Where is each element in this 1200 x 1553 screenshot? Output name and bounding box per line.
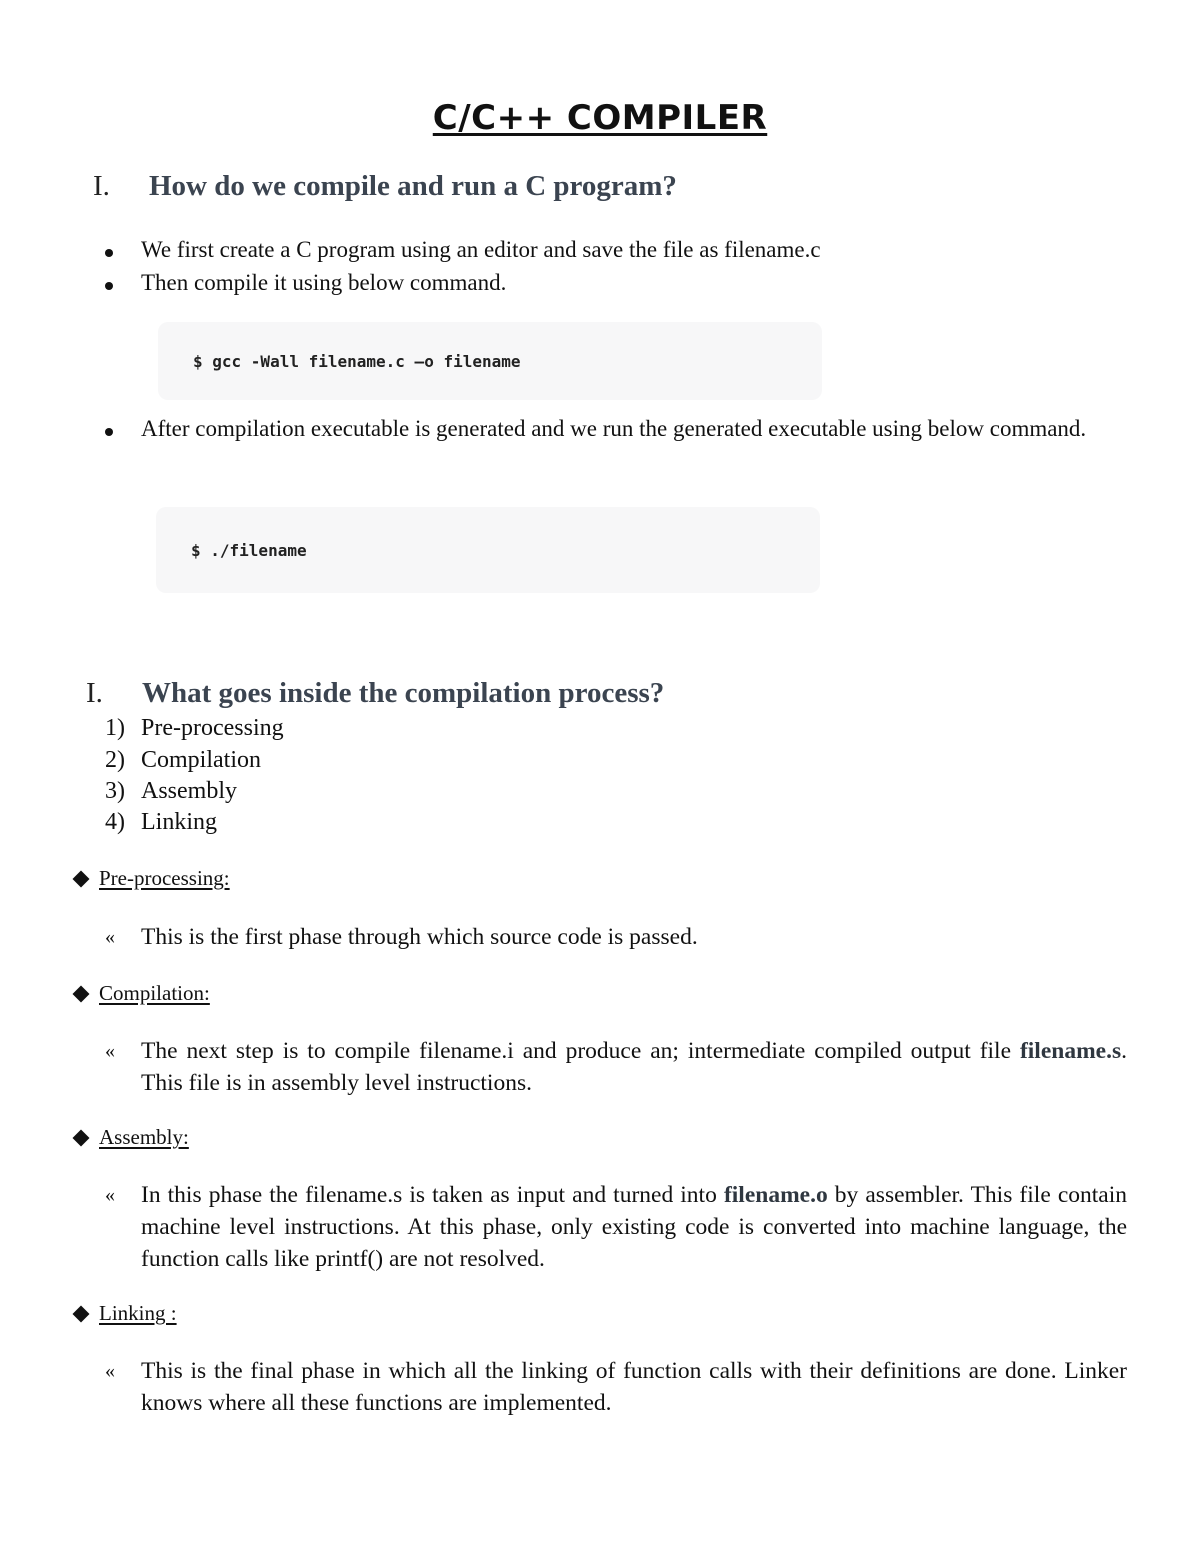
code-text: $ gcc -Wall filename.c –o filename (193, 351, 521, 371)
list-item (105, 776, 237, 807)
guillemet-icon: « (105, 926, 115, 948)
page-title: C/C++ COMPILER (432, 98, 768, 138)
phase-text: In this phase the filename.s is taken as input and turned into filename.o by assembler. This file contain machine level instructions. At this phase, only existing code is converted into machine language, the function calls like printf() are not resolved. (141, 1182, 1127, 1272)
bullet-dot-icon (105, 234, 125, 266)
step-number: 2) (105, 747, 125, 773)
list-item (105, 745, 261, 776)
phase-text: This is the first phase through which source code is passed. (141, 924, 698, 950)
diamond-bullet-icon (73, 1130, 90, 1147)
step-label: Linking (141, 809, 217, 835)
bullet-dot-icon (105, 413, 125, 445)
section-numeral: I. (86, 677, 103, 709)
filename-s-emphasis: filename.s (1019, 1038, 1122, 1064)
code-block (156, 507, 820, 593)
phase-text: This is the final phase in which all the linking of function calls with their definitions are done. Linker knows where all these functions are implemented. (141, 1358, 1127, 1416)
section-heading-compilation-process (86, 677, 664, 710)
step-label: Assembly (141, 778, 237, 804)
bullet-dot-icon (105, 267, 125, 299)
section-heading-compile-run (93, 170, 677, 203)
phase-label: Assembly: (99, 1125, 189, 1149)
code-text: $ ./filename (191, 540, 307, 560)
phase-text: The next step is to compile filename.i and produce an; intermediate compiled output file filename.s. This file is in assembly level instructions. (141, 1038, 1127, 1096)
phase-paragraph (105, 1355, 1127, 1419)
section-numeral: I. (93, 170, 110, 202)
guillemet-icon: « (105, 1360, 115, 1382)
phase-label: Pre-processing: (99, 866, 230, 890)
phase-paragraph (105, 1179, 1127, 1275)
guillemet-icon: « (105, 1184, 115, 1206)
filename-o-emphasis: filename.o (723, 1182, 828, 1208)
phase-heading-preprocessing (72, 866, 230, 891)
phase-heading-compilation (72, 981, 210, 1006)
guillemet-icon: « (105, 1040, 115, 1062)
list-item (105, 713, 284, 744)
phase-heading-assembly (72, 1125, 189, 1150)
list-item (105, 413, 1127, 477)
section-heading-text: What goes inside the compilation process? (142, 677, 665, 709)
bullet-text: After compilation executable is generated and we run the generated executable using below command. (141, 416, 1087, 441)
bullet-text: We first create a C program using an editor and save the file as filename.c (141, 237, 821, 262)
diamond-bullet-icon (73, 871, 90, 888)
section-heading-text: How do we compile and run a C program? (149, 170, 677, 202)
list-item (105, 807, 217, 838)
step-number: 3) (105, 778, 125, 804)
step-number: 4) (105, 809, 125, 835)
diamond-bullet-icon (73, 986, 90, 1003)
phase-label: Linking : (99, 1301, 177, 1325)
phase-heading-linking (72, 1301, 177, 1326)
diamond-bullet-icon (73, 1306, 90, 1323)
step-number: 1) (105, 715, 125, 741)
phase-paragraph (105, 1035, 1127, 1099)
step-label: Pre-processing (141, 715, 284, 741)
bullet-text: Then compile it using below command. (141, 270, 507, 295)
step-label: Compilation (141, 747, 261, 773)
code-block (158, 322, 822, 400)
phase-label: Compilation: (99, 981, 210, 1005)
